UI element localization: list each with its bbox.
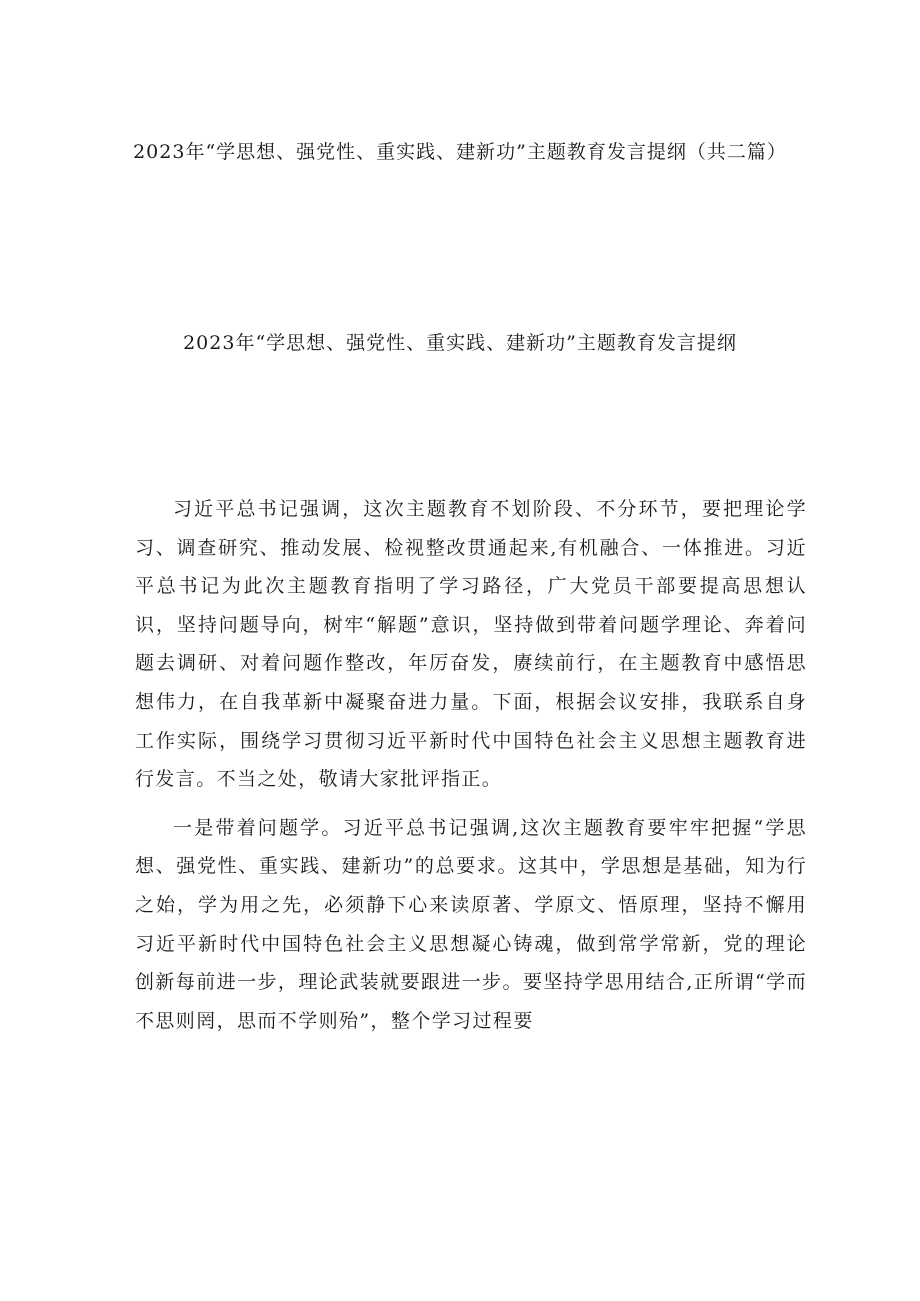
paragraph-point-one: 一是带着问题学。习近平总书记强调,这次主题教育要牢牢把握“学思想、强党性、重实践、建新功”的总要求。这其中，学思想是基础，知为行之始，学为用之先，必须静下心来读原著、学原文、悟原理，坚持不懈用习近平新时代中国特色社会主义思想凝心铸魂，做到常学常新，党的理论创新每前进一步，理论武装就要跟进一步。要坚持学思用结合,正所谓“学而不思则罔，思而不学则殆”，整个学习过程要 [135, 816, 807, 1032]
document-body [135, 490, 807, 1050]
document-subtitle: 2023年“学思想、强党性、重实践、建新功”主题教育发言提纲 [183, 332, 737, 354]
paragraph-intro: 习近平总书记强调，这次主题教育不划阶段、不分环节，要把理论学习、调查研究、推动发展、检视整改贯通起来,有机融合、一体推进。习近平总书记为此次主题教育指明了学习路径，广大党员干部要提高思想认识，坚持问题导向，树牢“解题”意识，坚持做到带着问题学理论、奔着问题去调研、对着问题作整改，年厉奋发，赓续前行，在主题教育中感悟思想伟力，在自我革新中凝聚奋进力量。下面，根据会议安排，我联系自身工作实际，围绕学习贯彻习近平新时代中国特色社会主义思想主题教育进行发言。不当之处，敬请大家批评指正。 [135, 498, 807, 791]
document-title: 2023年“学思想、强党性、重实践、建新功”主题教育发言提纲（共二篇） [133, 141, 787, 163]
